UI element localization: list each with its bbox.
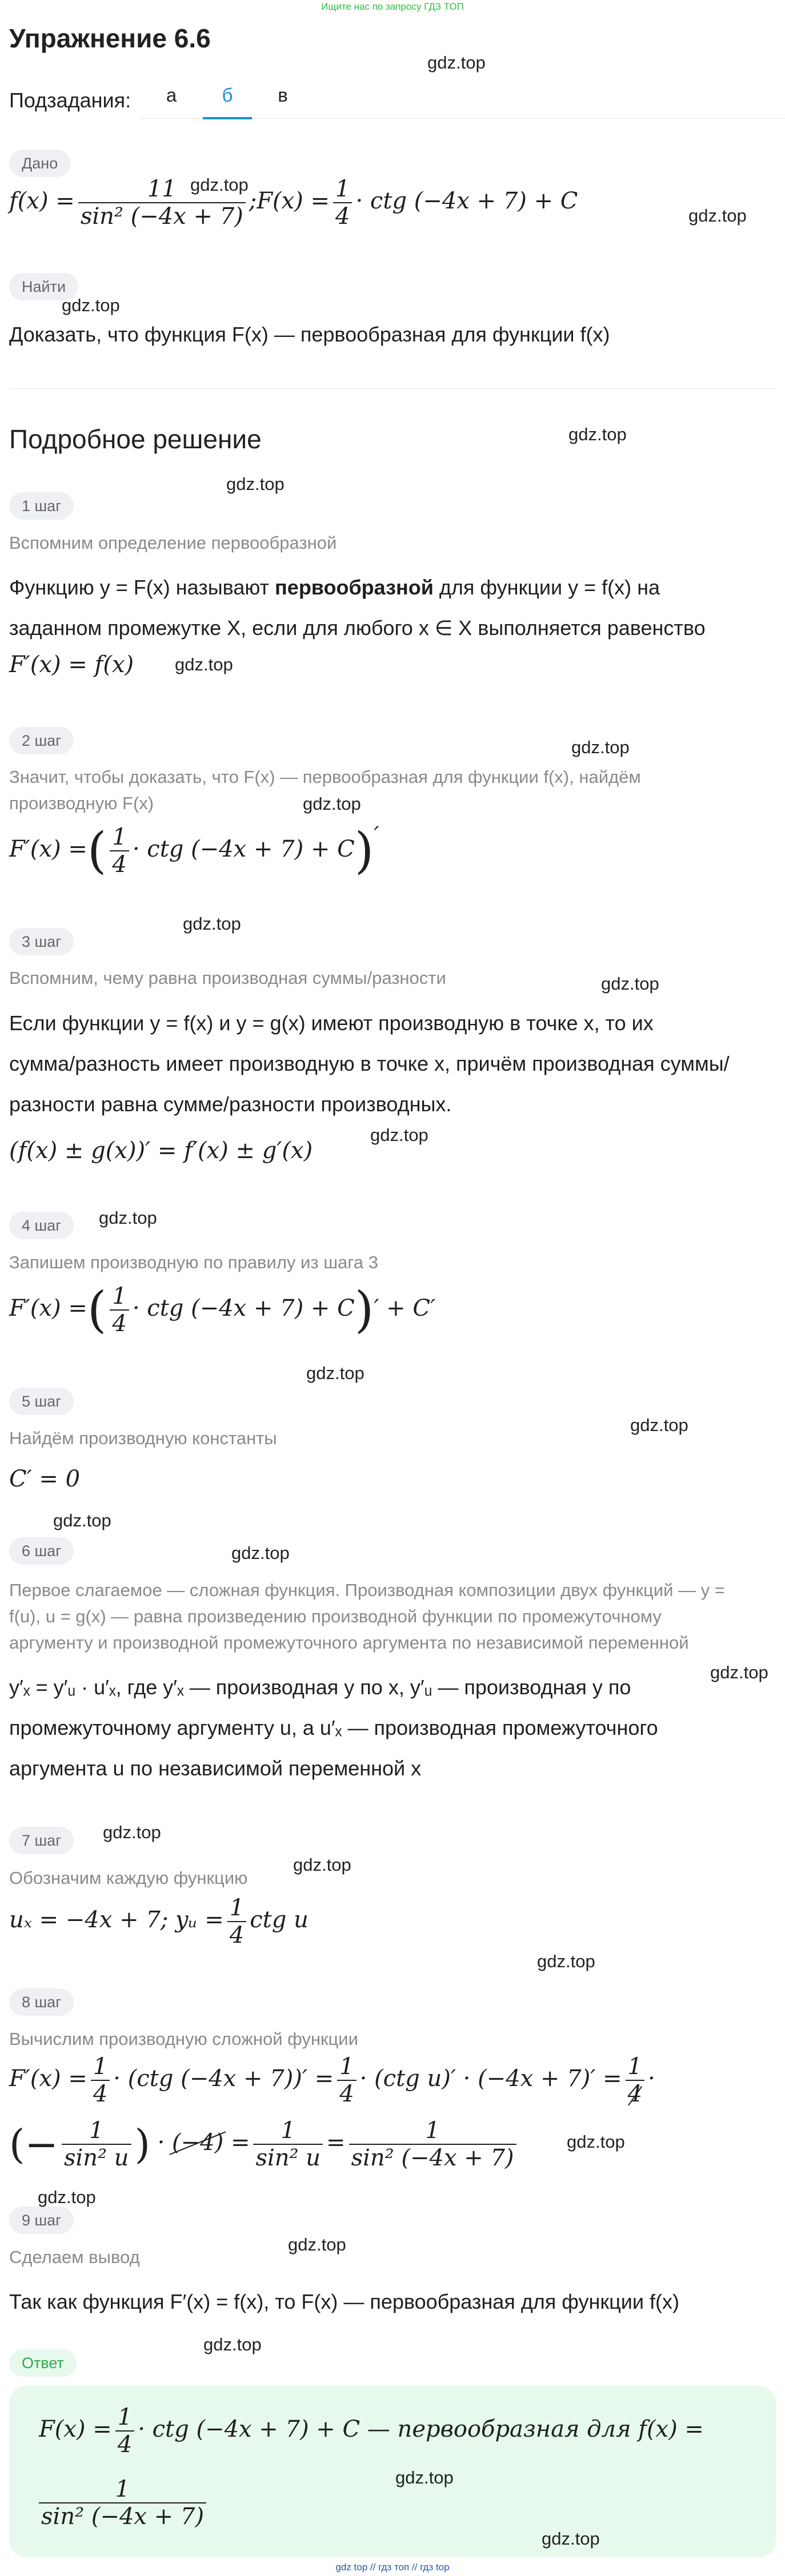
fx-lhs: f(x) = — [9, 188, 75, 214]
step-8-bn3: 1 — [349, 2117, 516, 2145]
given-formula — [9, 176, 578, 230]
step-1-line1-c: для функции y = f(x) на — [433, 576, 660, 599]
step-6-line2: промежуточному аргументу u, а u′ₓ — производная промежуточного — [9, 1716, 658, 1739]
step-2-desc1: Значит, чтобы доказать, что F(x) — первообразная для функции f(x), найдём — [9, 767, 641, 787]
step-5-desc: Найдём производную константы — [9, 1428, 277, 1448]
watermark: gdz.top — [370, 1125, 428, 1145]
step-2-lhs: F′(x) = — [9, 836, 87, 862]
section-divider — [9, 388, 776, 389]
Fx-lhs: F(x) = — [257, 188, 330, 214]
step-8-chip: 8 шаг — [9, 1988, 74, 2016]
step-8-n1: 1 — [91, 2053, 110, 2081]
step-4-den: 4 — [112, 1311, 127, 1337]
step-7-formula — [9, 1895, 309, 1948]
answer-lhs: F(x) = — [39, 2416, 112, 2442]
find-chip: Найти — [9, 273, 78, 300]
step-2-paren-open: ( — [87, 822, 107, 879]
answer-num: 1 — [115, 2404, 134, 2432]
step-2-paren-close: ) — [354, 822, 374, 879]
watermark: gdz.top — [190, 175, 249, 195]
watermark: gdz.top — [226, 474, 285, 494]
tab-v[interactable]: в — [278, 85, 288, 106]
watermark: gdz.top — [293, 1855, 351, 1875]
step-4-tail: ′ + C′ — [374, 1295, 436, 1321]
step-8-desc: Вычислим производную сложной функции — [9, 2029, 358, 2049]
watermark: gdz.top — [427, 53, 486, 73]
step-4-paren-open: ( — [87, 1281, 107, 1339]
Fx-rest: · ctg (−4x + 7) + C — [355, 188, 578, 214]
step-9-line: Так как функция F′(x) = f(x), то F(x) — первообразная для функции f(x) — [9, 2290, 679, 2313]
step-7-fraction — [227, 1895, 246, 1948]
tab-a[interactable]: а — [166, 85, 177, 106]
step-1-formula: F′(x) = f(x) — [9, 652, 134, 678]
step-8-a4: · — [647, 2065, 655, 2092]
step-8-frac2 — [337, 2053, 356, 2107]
step-4-fraction — [110, 1283, 129, 1337]
step-8-a3: · (ctg u)′ · (−4x + 7)′ = — [359, 2065, 622, 2092]
step-3-chip: 3 шаг — [9, 928, 74, 955]
step-8-b-eq: = — [230, 2129, 250, 2156]
watermark: gdz.top — [175, 654, 233, 674]
answer-rest: · ctg (−4x + 7) + C — первообразная для f(x) = — [138, 2416, 704, 2442]
step-8-frac3 — [626, 2053, 644, 2107]
watermark: gdz.top — [303, 794, 361, 814]
bottom-banner[interactable]: gdz top // гдз топ // гдз top — [335, 2562, 450, 2573]
step-4-rest: · ctg (−4x + 7) + C — [132, 1295, 355, 1321]
step-7-rest: ctg u — [250, 1907, 309, 1933]
step-8-d1: 4 — [93, 2081, 108, 2107]
step-8-b-paren: (− — [172, 2129, 201, 2156]
step-4-num: 1 — [110, 1283, 129, 1311]
step-7-lhs: uₓ = −4x + 7; yᵤ = — [9, 1907, 224, 1933]
watermark: gdz.top — [203, 2334, 262, 2354]
answer-fraction-2 — [39, 2476, 206, 2530]
step-1-chip: 1 шаг — [9, 492, 74, 520]
page-title: Упражнение 6.6 — [9, 23, 211, 53]
step-6-chip: 6 шаг — [9, 1537, 74, 1565]
step-2-num: 1 — [110, 824, 129, 851]
step-8-formula-line2 — [9, 2117, 520, 2171]
step-8-cancelled-term — [172, 2129, 223, 2156]
step-7-desc: Обозначим каждую функцию — [9, 1868, 248, 1888]
watermark: gdz.top — [688, 206, 747, 226]
step-8-d2: 4 — [339, 2081, 354, 2107]
watermark: gdz.top — [103, 1822, 161, 1842]
step-8-a2: · (ctg (−4x + 7))′ = — [113, 2065, 334, 2092]
step-6-desc1: Первое слагаемое — сложная функция. Производная композиции двух функций — y = — [9, 1580, 725, 1600]
step-7-den: 4 — [229, 1922, 245, 1948]
answer-den2: sin² (−4x + 7) — [41, 2503, 204, 2530]
step-8-bn2: 1 — [253, 2117, 323, 2145]
step-8-frac5 — [253, 2117, 323, 2171]
fx-den: sin² (−4x + 7) — [80, 203, 243, 230]
find-text: Доказать, что функция F(x) — первообразная для функции f(x) — [9, 323, 610, 346]
step-3-line2: сумма/разность имеет производную в точке x, причём производная суммы/ — [9, 1052, 730, 1075]
step-3-desc: Вспомним, чему равна производная суммы/разности — [9, 968, 446, 988]
step-6-desc3: аргументу и производной промежуточного аргумента по независимой переменной — [9, 1633, 689, 1653]
step-4-paren-close: ) — [354, 1281, 374, 1339]
step-4-lhs: F′(x) = — [9, 1295, 87, 1321]
watermark: gdz.top — [542, 2529, 600, 2549]
step-7-num: 1 — [227, 1895, 246, 1922]
given-chip: Дано — [9, 150, 70, 177]
step-2-formula — [9, 822, 379, 879]
watermark: gdz.top — [601, 974, 659, 994]
watermark: gdz.top — [567, 2132, 625, 2152]
watermark: gdz.top — [99, 1208, 157, 1228]
watermark: gdz.top — [568, 424, 627, 444]
answer-fraction — [115, 2404, 134, 2458]
step-8-frac4 — [62, 2117, 131, 2171]
step-8-bd2: sin² u — [255, 2145, 321, 2171]
step-8-d3-cancelled: 4 — [626, 2081, 644, 2107]
step-8-b-dot: · — [157, 2129, 165, 2156]
watermark: gdz.top — [537, 1951, 595, 1971]
sep: ; — [249, 188, 257, 214]
watermark: gdz.top — [306, 1363, 365, 1383]
watermark: gdz.top — [288, 2235, 346, 2254]
step-1-line2: заданном промежутке X, если для любого x ∈ X выполняется равенство — [9, 616, 706, 640]
step-7-chip: 7 шаг — [9, 1827, 74, 1854]
step-8-b-paren-close: ) — [214, 2129, 224, 2156]
watermark: gdz.top — [62, 295, 120, 315]
step-8-bd3: sin² (−4x + 7) — [351, 2145, 514, 2171]
step-8-formula-line1 — [9, 2053, 655, 2107]
watermark: gdz.top — [231, 1543, 290, 1563]
answer-chip: Ответ — [9, 2349, 77, 2377]
Fx-den: 4 — [335, 203, 350, 230]
Fx-fraction — [333, 176, 352, 230]
step-8-n2: 1 — [337, 2053, 356, 2081]
step-8-frac1 — [91, 2053, 110, 2107]
watermark: gdz.top — [571, 737, 630, 757]
step-4-desc: Запишем производную по правилу из шага 3 — [9, 1252, 379, 1272]
watermark: gdz.top — [395, 2468, 454, 2487]
answer-den: 4 — [117, 2432, 133, 2458]
watermark: gdz.top — [38, 2187, 96, 2207]
active-tab-indicator — [203, 117, 252, 119]
answer-formula-line1 — [39, 2404, 704, 2458]
step-2-rest: · ctg (−4x + 7) + C — [132, 836, 355, 862]
step-1-line1 — [9, 567, 660, 608]
watermark: gdz.top — [183, 914, 241, 934]
subtasks-label: Подзадания: — [9, 89, 131, 112]
step-8-frac6 — [349, 2117, 516, 2171]
step-1-line1-a: Функцию y = F(x) называют — [9, 576, 275, 599]
answer-formula-line2 — [35, 2476, 210, 2530]
step-2-desc2: производную F(x) — [9, 793, 154, 813]
step-2-chip: 2 шаг — [9, 727, 74, 754]
Fx-num: 1 — [333, 176, 352, 203]
step-1-term: первообразной — [275, 576, 434, 599]
step-8-b-close: ) — [134, 2121, 150, 2168]
step-8-n3: 1 — [626, 2053, 644, 2081]
tab-b[interactable]: б — [222, 85, 233, 106]
step-6-desc2: f(u), u = g(x) — равна произведению производной функции по промежуточному — [9, 1606, 662, 1626]
step-2-prime: ′ — [374, 822, 379, 849]
step-3-line3: разности равна сумме/разности производных. — [9, 1092, 452, 1116]
step-4-formula — [9, 1281, 435, 1339]
step-3-line1: Если функции y = f(x) и y = g(x) имеют производную в точке x, то их — [9, 1011, 654, 1035]
step-9-desc: Сделаем вывод — [9, 2247, 140, 2267]
step-8-b-open: (− — [9, 2121, 58, 2168]
step-6-line1: y′ₓ = y′ᵤ · u′ₓ, где y′ₓ — производная y по x, y′ᵤ — производная y по — [9, 1675, 631, 1699]
step-8-b-eq2: = — [326, 2129, 346, 2156]
top-banner[interactable]: Ищите нас по запросу ГДЗ ТОП — [321, 1, 464, 12]
step-8-bd1: sin² u — [63, 2145, 129, 2171]
answer-num2: 1 — [39, 2476, 206, 2503]
step-5-formula: C′ = 0 — [9, 1466, 81, 1492]
fx-num: 11 — [78, 176, 246, 203]
step-6-line3: аргумента u по независимой переменной x — [9, 1757, 422, 1780]
step-3-formula: (f(x) ± g(x))′ = f′(x) ± g′(x) — [9, 1138, 313, 1164]
step-2-fraction — [110, 824, 129, 878]
step-8-bn1: 1 — [62, 2117, 131, 2145]
solution-title: Подробное решение — [9, 424, 262, 454]
step-4-chip: 4 шаг — [9, 1212, 74, 1239]
step-5-chip: 5 шаг — [9, 1388, 74, 1415]
step-8-b-four: 4 — [200, 2129, 215, 2156]
watermark: gdz.top — [53, 1510, 111, 1530]
step-9-chip: 9 шаг — [9, 2207, 74, 2234]
watermark: gdz.top — [710, 1662, 768, 1682]
watermark: gdz.top — [630, 1415, 688, 1435]
step-2-den: 4 — [112, 851, 127, 878]
step-8-a1: F′(x) = — [9, 2065, 87, 2092]
step-1-desc: Вспомним определение первообразной — [9, 533, 337, 553]
